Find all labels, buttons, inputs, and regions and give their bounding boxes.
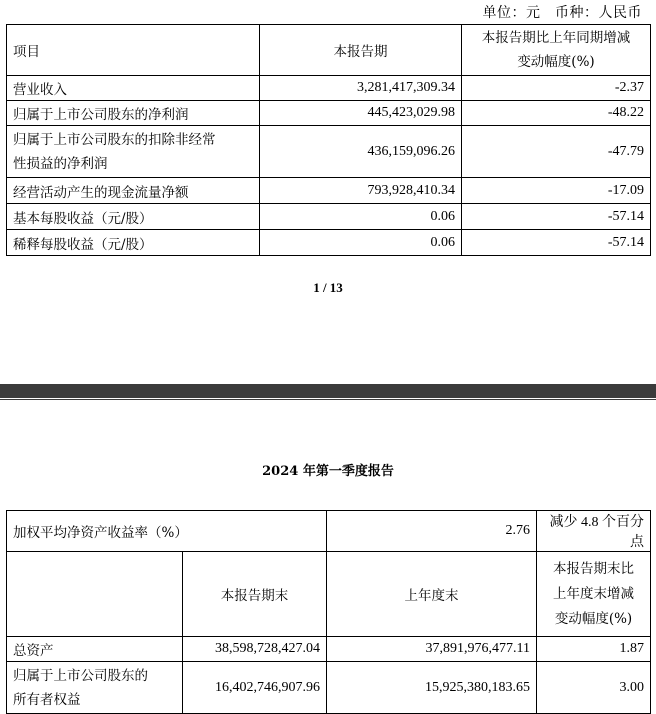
financial-data-table xyxy=(6,24,651,256)
row-value: 0.06 xyxy=(260,204,462,230)
table-row xyxy=(7,76,651,101)
row-value: 3,281,417,309.34 xyxy=(260,76,462,101)
roe-change: 减少 4.8 个百分点 xyxy=(537,511,651,552)
row-value: 436,159,096.26 xyxy=(260,126,462,178)
unit-currency-line: 单位：元 币种：人民币 xyxy=(482,5,642,21)
table-header-row xyxy=(7,25,651,76)
table-row xyxy=(7,204,651,230)
table-row xyxy=(7,637,651,662)
row-change: -17.09 xyxy=(462,178,651,204)
row-label: 营业收入 xyxy=(7,76,260,101)
row-label: 归属于上市公司股东的 所有者权益 xyxy=(7,662,183,714)
row-prior: 37,891,976,477.11 xyxy=(327,637,537,662)
table-header-row xyxy=(7,552,651,637)
row-label: 归属于上市公司股东的净利润 xyxy=(7,101,260,126)
row-label: 总资产 xyxy=(7,637,183,662)
page-number: 1 / 13 xyxy=(313,280,343,295)
row-value: 793,928,410.34 xyxy=(260,178,462,204)
header-prior-end: 上年度末 xyxy=(327,552,537,637)
row-label: 基本每股收益（元/股） xyxy=(7,204,260,230)
table-row xyxy=(7,126,651,178)
row-current: 16,402,746,907.96 xyxy=(183,662,327,714)
page-separator-gap xyxy=(0,398,656,399)
table-row xyxy=(7,101,651,126)
roe-label: 加权平均净资产收益率（%） xyxy=(7,511,327,552)
table-row xyxy=(7,178,651,204)
report-title: 2024 年第一季度报告 xyxy=(262,464,394,479)
header-change: 本报告期比上年同期增减 变动幅度(%) xyxy=(462,25,651,76)
table-row xyxy=(7,230,651,256)
row-change: -2.37 xyxy=(462,76,651,101)
header-change: 本报告期末比 上年度末增减 变动幅度(%) xyxy=(537,552,651,637)
row-change: -57.14 xyxy=(462,204,651,230)
header-blank xyxy=(7,552,183,637)
header-current-period: 本报告期 xyxy=(260,25,462,76)
table-row xyxy=(7,662,651,714)
header-current-end: 本报告期末 xyxy=(183,552,327,637)
row-label: 归属于上市公司股东的扣除非经常 性损益的净利润 xyxy=(7,126,260,178)
row-value: 445,423,029.98 xyxy=(260,101,462,126)
row-prior: 15,925,380,183.65 xyxy=(327,662,537,714)
row-current: 38,598,728,427.04 xyxy=(183,637,327,662)
roe-value: 2.76 xyxy=(327,511,537,552)
roe-row xyxy=(7,511,651,552)
row-change: 3.00 xyxy=(537,662,651,714)
row-value: 0.06 xyxy=(260,230,462,256)
row-change: -48.22 xyxy=(462,101,651,126)
row-change: -47.79 xyxy=(462,126,651,178)
row-change: -57.14 xyxy=(462,230,651,256)
header-item: 项目 xyxy=(7,25,260,76)
balance-data-table xyxy=(6,510,651,714)
row-change: 1.87 xyxy=(537,637,651,662)
row-label: 稀释每股收益（元/股） xyxy=(7,230,260,256)
row-label: 经营活动产生的现金流量净额 xyxy=(7,178,260,204)
